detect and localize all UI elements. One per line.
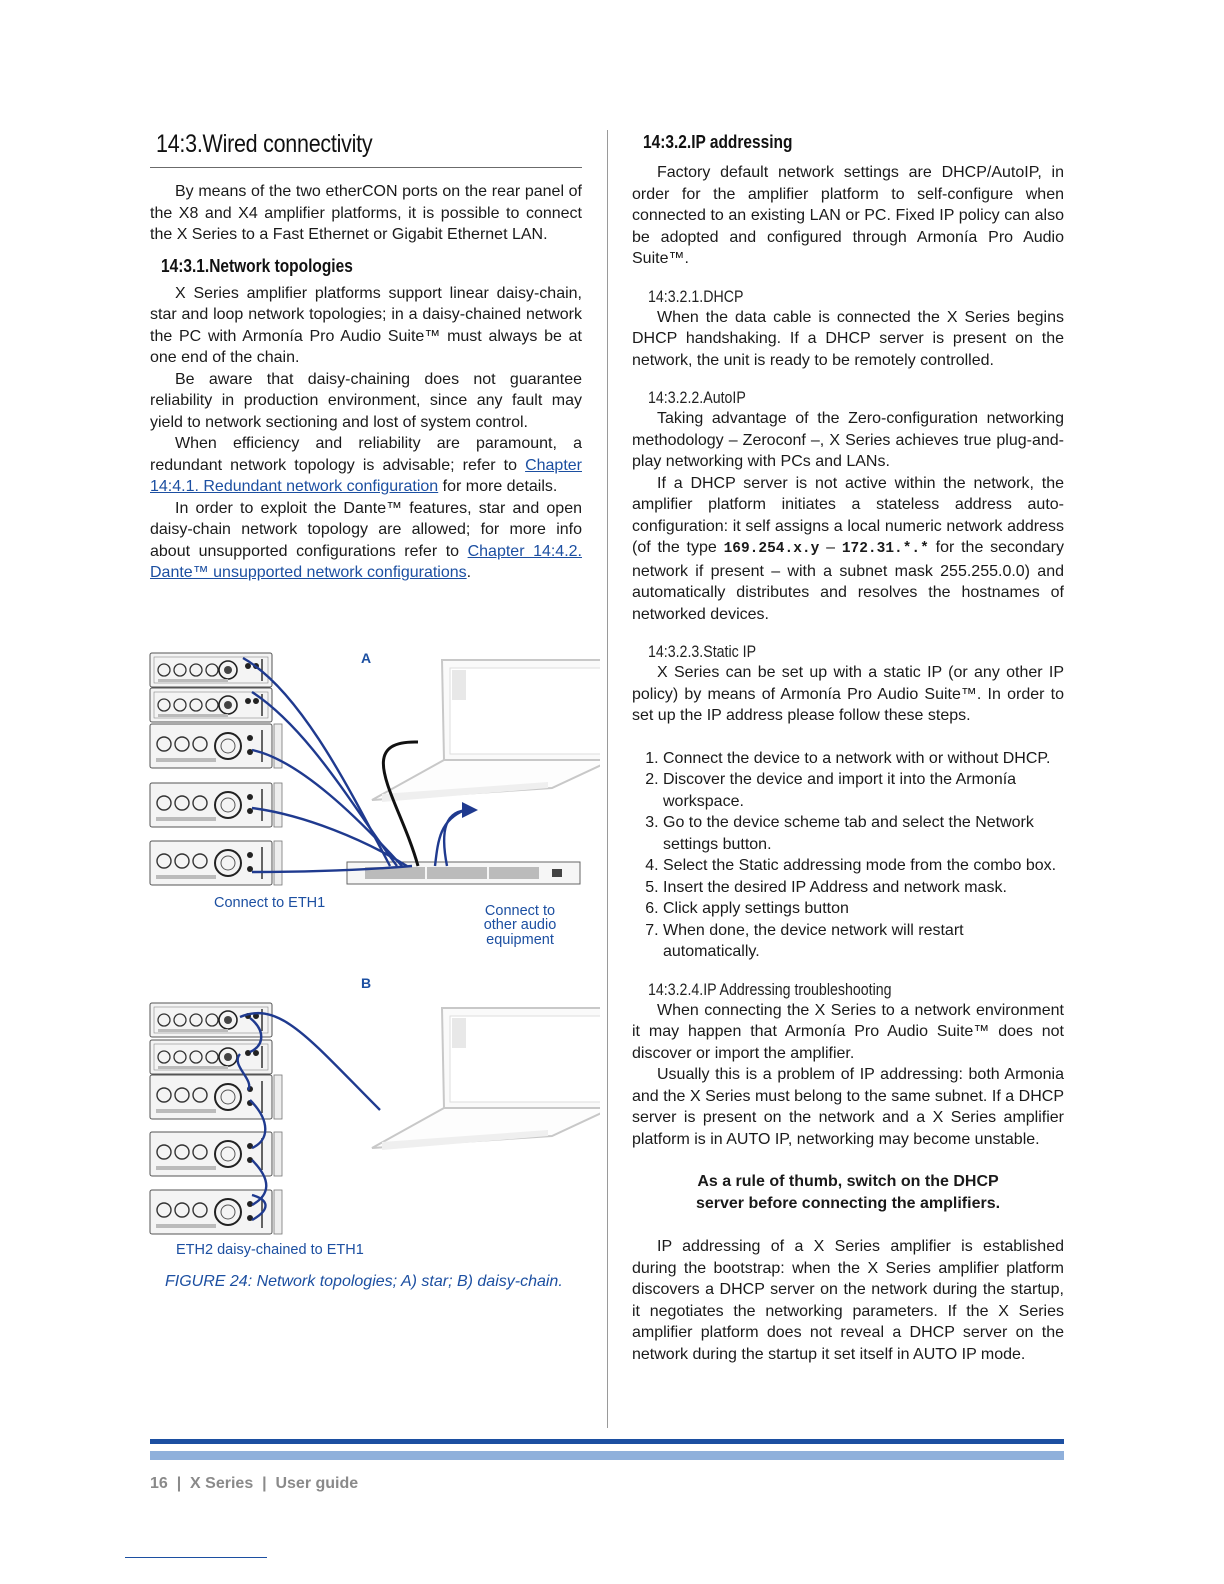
static-ip-paragraph: X Series can be set up with a static IP (or any other IP policy) by means of Armonía Pro Audio Suite™. In order to set up the IP address please follow these steps. [632, 664, 1064, 724]
laptop-icon [372, 1008, 600, 1150]
static-ip-title: 14:3.2.3.Static IP [648, 643, 757, 661]
p4-text-a: In order to exploit the Dante™ features, star and open daisy-chain network topology are allowed; for more info about unsupported configurations refer to [150, 499, 582, 560]
p3-text-a: When efficiency and reliability are paramount, a redundant network topology is advisable; refer to [150, 435, 582, 474]
column-divider [607, 130, 608, 1428]
figure-caption: FIGURE 24: Network topologies; A) star; B) daisy-chain. [165, 1273, 563, 1290]
amplifier-unit [150, 841, 282, 885]
section-rule [150, 167, 582, 168]
topologies-p2: Be aware that daisy-chaining does not guarantee reliability in production environment, since any fault may yield to network sectioning and lost of system control. [150, 370, 582, 431]
amplifier-unit [150, 653, 272, 687]
connect-other-label-3: equipment [486, 932, 554, 948]
redundant-network-link[interactable]: Chapter 14:4.1. Redundant network configuration [150, 456, 582, 495]
autoip-p2 [632, 473, 1064, 626]
network-switch [347, 862, 580, 884]
footer-bar [150, 1439, 1064, 1444]
autoip-p2-b: for the secondary network if present – with a subnet mask 255.255.0.0) and automatically distributes and resolves the hostnames of networked devices. [632, 539, 1064, 623]
arrow-icon [462, 802, 478, 818]
rule-of-thumb-note: As a rule of thumb, switch on the DHCP server before connecting the amplifiers. [695, 1173, 1001, 1212]
connect-other-label-2: other audio [483, 917, 557, 933]
connect-other-label-1: Connect to [484, 903, 556, 919]
ip-addressing-title: 14:3.2.IP addressing [643, 132, 793, 152]
step-item: 2. Discover the device and import it into the Armonía workspace. [663, 769, 1064, 812]
autoip-code-2: 172.31.*.* [841, 541, 929, 557]
amplifier-unit [150, 724, 282, 768]
topologies-title: 14:3.1.Network topologies [161, 255, 353, 276]
amplifier-unit [150, 783, 282, 827]
network-topology-figure [140, 640, 600, 1260]
figure-label-a: A [361, 650, 372, 666]
troubleshooting-p2: Usually this is a problem of IP addressing: both Armonia and the X Series must belong to the same subnet. If a DHCP server is present on the network and a X Series amplifier platform is in AUTO IP, networking may become unstable. [632, 1066, 1064, 1148]
topologies-p4 [150, 498, 582, 584]
autoip-p2-a: If a DHCP server is not active within the network, the amplifier platform initiates a stateless address auto-configuration: it self assigns a local numeric network address (of the type [632, 474, 1064, 556]
autoip-title: 14:3.2.2.AutoIP [648, 389, 746, 407]
topologies-p1: X Series amplifier platforms support linear daisy-chain, star and loop network topologies; in a daisy-chained network the PC with Armonía Pro Audio Suite™ must always be at one end of the chain. [150, 284, 582, 366]
footer-underline [125, 1557, 267, 1558]
topologies-p3 [150, 433, 582, 498]
pc-cable [383, 742, 418, 866]
dante-unsupported-link[interactable]: Chapter 14:4.2. Dante™ unsupported network configurations [150, 542, 582, 581]
static-ip-steps [632, 748, 1064, 963]
step-item: 1. Connect the device to a network with or without DHCP. [663, 748, 1064, 770]
footer-page-info: 16 | X Series | User guide [150, 1475, 359, 1492]
left-column [150, 130, 582, 584]
troubleshooting-p1: When connecting the X Series to a network environment it may happen that Armonía Pro Audio Suite™ does not discover or import the amplifier. [632, 1001, 1064, 1062]
autoip-p1: Taking advantage of the Zero-configuration networking methodology – Zeroconf –, X Series achieves true plug-and-play networking with PCs and LANs. [632, 410, 1064, 470]
bootstrap-paragraph: IP addressing of a X Series amplifier is established during the bootstrap: when the X Series amplifier platform discovers a DHCP server on the network during the startup, it negotiates the networking parameters. If the X Series amplifier platform does not reveal a DHCP server on the network during the startup it set itself in AUTO IP mode. [632, 1238, 1064, 1363]
amplifier-unit [150, 1040, 272, 1074]
p3-text-b: for more details. [438, 478, 558, 495]
dhcp-title: 14:3.2.1.DHCP [648, 287, 744, 306]
amplifier-unit [150, 1075, 282, 1119]
connect-eth1-label: Connect to ETH1 [214, 895, 326, 911]
autoip-dash: – [819, 539, 842, 556]
autoip-code-1: 169.254.x.y [723, 541, 820, 557]
step-item: 5. Insert the desired IP Address and network mask. [663, 877, 1064, 899]
dhcp-paragraph: When the data cable is connected the X Series begins DHCP handshaking. If a DHCP server is present on the network, the unit is ready to be remotely controlled. [632, 308, 1064, 369]
p4-text-b: . [466, 564, 472, 581]
ip-addressing-paragraph: Factory default network settings are DHCP/AutoIP, in order for the amplifier platform to self-configure when connected to an existing LAN or PC. Fixed IP policy can also be adopted and configured through Armonía Pro Audio Suite™. [632, 164, 1064, 267]
step-item: 7. When done, the device network will restart automatically. [663, 920, 1064, 963]
figure-label-b: B [361, 975, 372, 991]
eth2-chain-label: ETH2 daisy-chained to ETH1 [176, 1242, 364, 1258]
step-item: 6. Click apply settings button [663, 898, 1064, 920]
step-item: 4. Select the Static addressing mode from the combo box. [663, 855, 1064, 877]
laptop-icon [372, 660, 600, 802]
audio-equipment-cable [444, 810, 470, 866]
right-column [632, 130, 1064, 1365]
section-title: 14:3.Wired connectivity [156, 130, 373, 158]
step-item: 3. Go to the device scheme tab and select the Network settings button. [663, 812, 1064, 855]
troubleshooting-title: 14:3.2.4.IP Addressing troubleshooting [648, 980, 892, 999]
footer-bar-light [150, 1451, 1064, 1460]
intro-paragraph: By means of the two etherCON ports on the rear panel of the X8 and X4 amplifier platforms, it is possible to connect the X Series to a Fast Ethernet or Gigabit Ethernet LAN. [150, 183, 582, 243]
